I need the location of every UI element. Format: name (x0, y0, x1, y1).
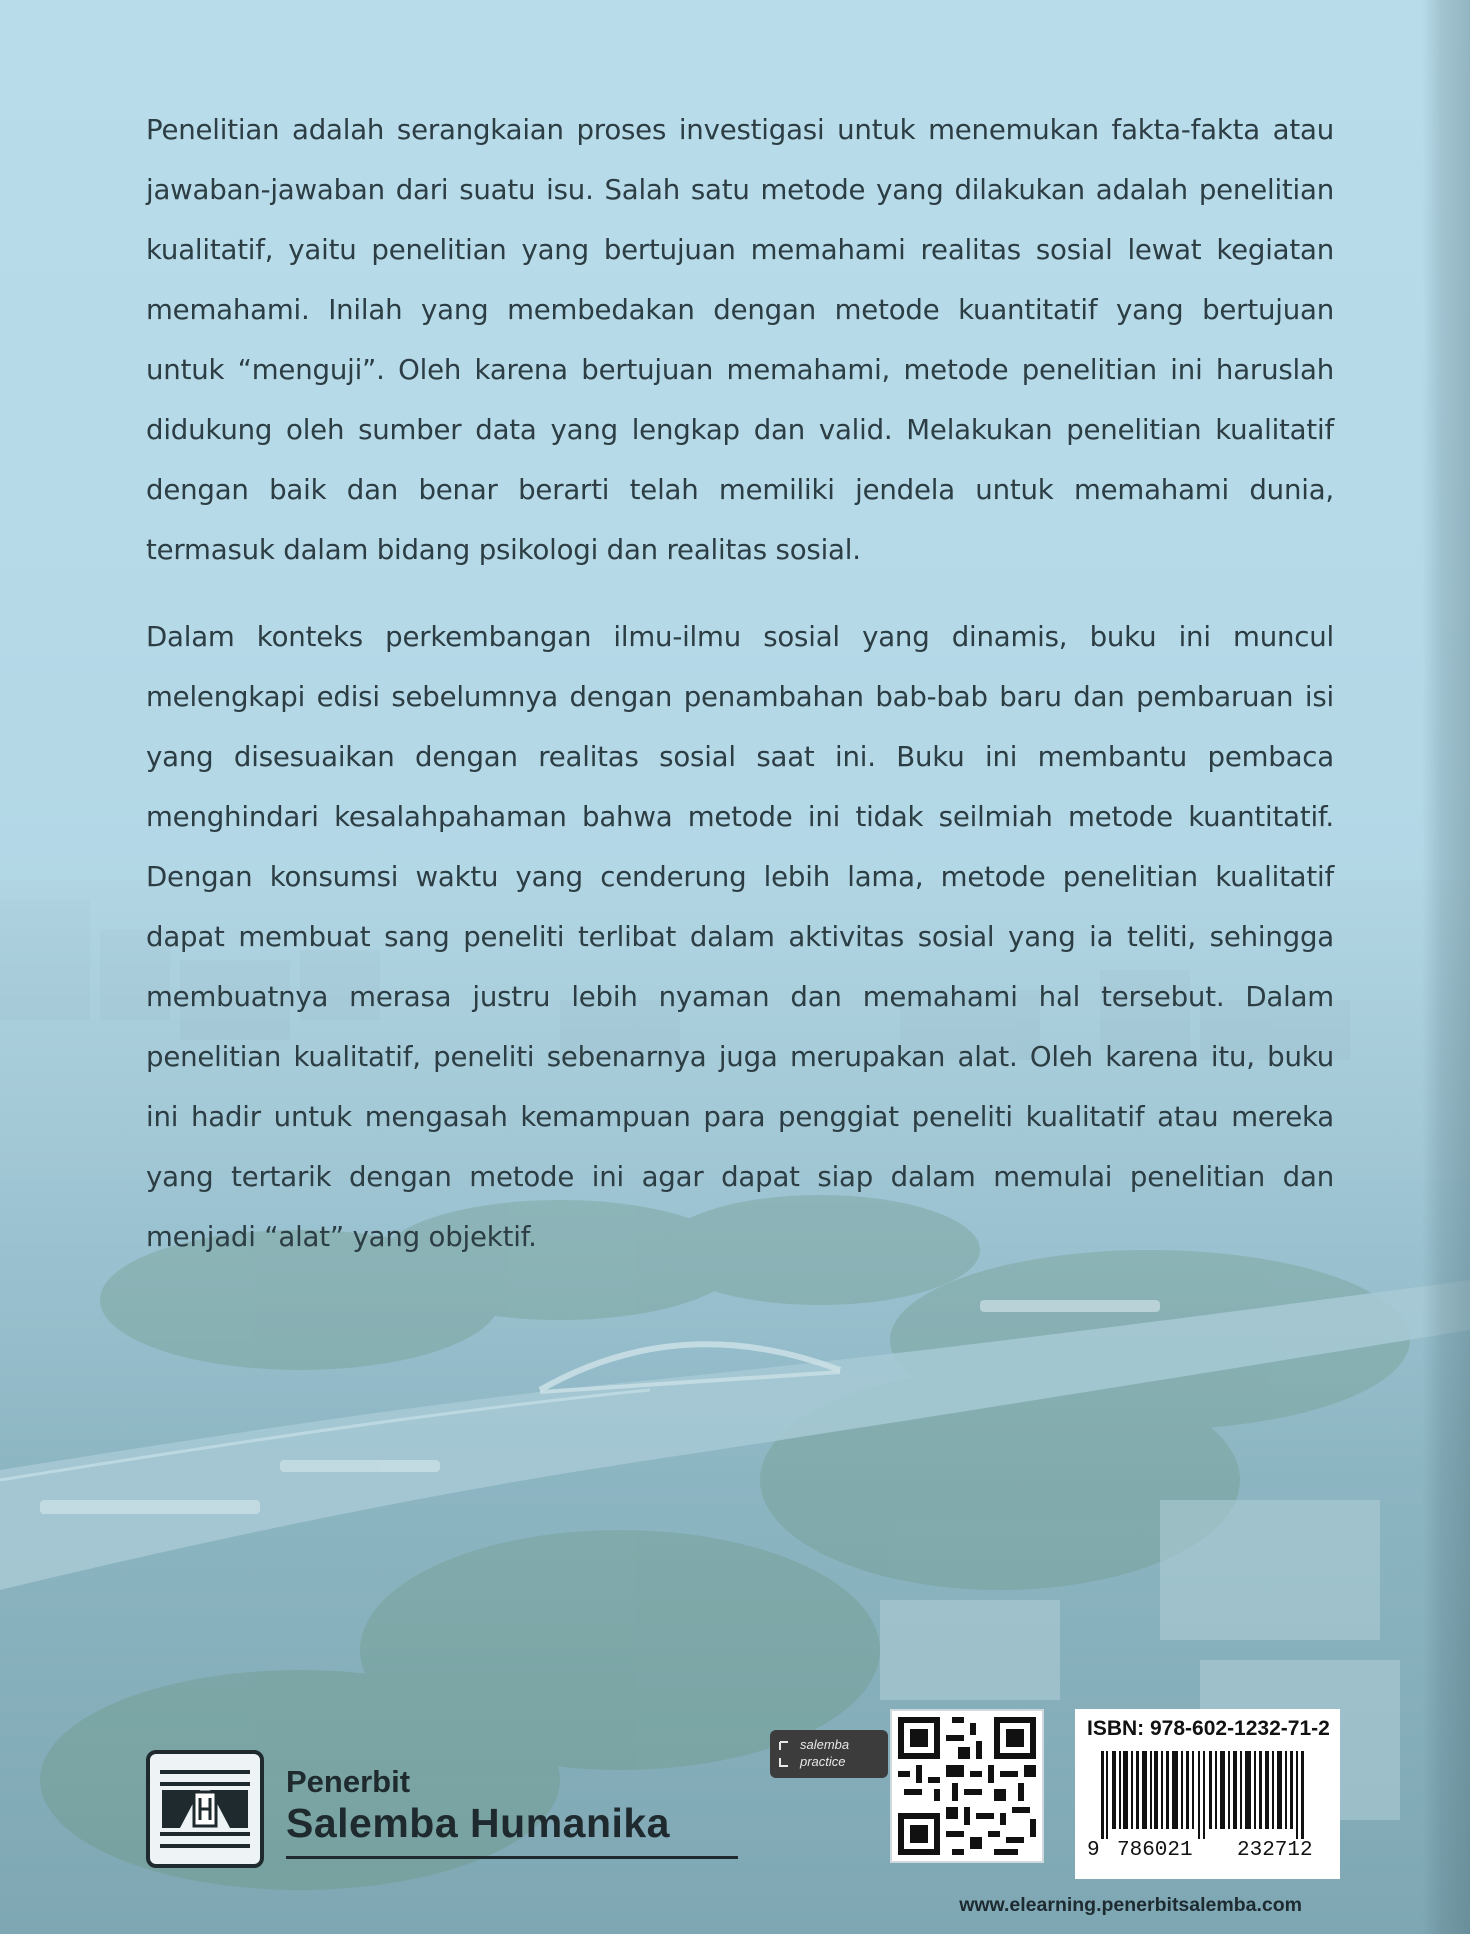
isbn-barcode-box (1075, 1709, 1340, 1879)
barcode-icon (1087, 1751, 1327, 1839)
qr-code-icon[interactable] (890, 1709, 1044, 1863)
practice-line-1: salemba (800, 1737, 850, 1752)
blurb-paragraph-2: Dalam konteks perkembangan ilmu-ilmu sosial yang dinamis, buku ini muncul melengkapi edisi sebelumnya dengan penambahan bab-bab baru dan pembaruan isi yang disesuaikan dengan realitas sosial saat ini. Buku ini membantu pembaca menghindari kesalahpahaman bahwa metode ini tidak seilmiah metode kuantitatif. Dengan konsumsi waktu yang cenderung lebih lama, metode penelitian kualitatif dapat membuat sang peneliti terlibat dalam aktivitas sosial yang ia teliti, sehingga membuatnya merasa justru lebih nyaman dan memahami hal tersebut. Dalam penelitian kualitatif, peneliti sebenarnya juga merupakan alat. Oleh karena itu, buku ini hadir untuk mengasah kemampuan para penggiat peneliti kualitatif atau mereka yang tertarik dengan metode ini agar dapat siap dalam memulai penelitian dan menjadi “alat” yang objektif. (146, 620, 1334, 1253)
barcode-digit-lead: 9 (1087, 1839, 1100, 1862)
elearning-website-link[interactable]: www.elearning.penerbitsalemba.com (959, 1894, 1302, 1916)
publisher-block (146, 1750, 746, 1870)
salemba-practice-badge (770, 1730, 888, 1778)
barcode-digits-left: 786021 (1117, 1839, 1193, 1862)
salemba-humanika-logo-icon (146, 1750, 264, 1868)
publisher-name: Salemba Humanika (286, 1800, 670, 1846)
publisher-underline (286, 1856, 738, 1859)
isbn-label: ISBN: 978-602-1232-71-2 (1087, 1717, 1330, 1740)
publisher-label: Penerbit (286, 1764, 411, 1799)
practice-line-2: practice (800, 1754, 846, 1769)
practice-text (800, 1736, 849, 1770)
spine-shadow (1422, 0, 1470, 1934)
blurb-paragraph-1: Penelitian adalah serangkaian proses investigasi untuk menemukan fakta-fakta atau jawaban-jawaban dari suatu isu. Salah satu metode yang dilakukan adalah penelitian kualitatif, yaitu penelitian yang bertujuan memahami realitas sosial lewat kegiatan memahami. Inilah yang membedakan dengan metode kuantitatif yang bertujuan untuk “menguji”. Oleh karena bertujuan memahami, metode penelitian ini haruslah didukung oleh sumber data yang lengkap dan valid. Melakukan penelitian kualitatif dengan baik dan benar berarti telah memiliki jendela untuk memahami dunia, termasuk dalam bidang psikologi dan realitas sosial. (146, 113, 1334, 566)
practice-bracket-icon (778, 1740, 794, 1768)
barcode-digits-right: 232712 (1237, 1839, 1313, 1862)
